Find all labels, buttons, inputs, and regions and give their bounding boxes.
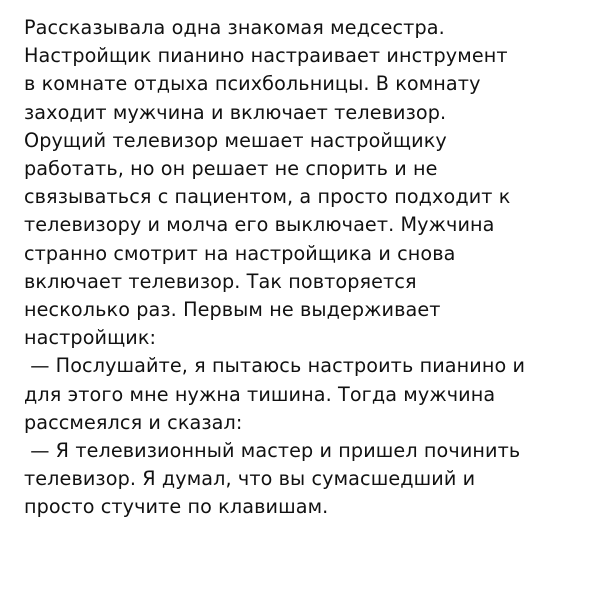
story-line: работать, но он решает не спорить и не — [24, 157, 438, 181]
story-line: включает телевизор. Так повторяется — [24, 269, 417, 293]
story-line: — Я телевизионный мастер и пришел починить — [24, 439, 521, 463]
story-line: странно смотрит на настройщика и снова — [24, 241, 456, 265]
story-text-block — [24, 14, 578, 522]
story-line: Рассказывала одна знакомая медсестра. — [24, 16, 445, 39]
story-line: для этого мне нужна тишина. Тогда мужчина — [24, 382, 496, 406]
story-line: заходит мужчина и включает телевизор. — [24, 100, 447, 124]
story-line: Орущий телевизор мешает настройщику — [24, 128, 447, 152]
story-line: — Послушайте, я пытаюсь настроить пианино и — [24, 354, 526, 378]
story-line: настройщик: — [24, 326, 157, 350]
story-line: Настройщик пианино настраивает инструмент — [24, 44, 508, 68]
story-line: несколько раз. Первым не выдерживает — [24, 298, 441, 322]
story-line: в комнате отдыха психбольницы. В комнату — [24, 72, 481, 96]
story-line: связываться с пациентом, а просто подходит к — [24, 185, 511, 209]
story-line: телевизору и молча его выключает. Мужчина — [24, 213, 495, 237]
story-line: телевизор. Я думал, что вы сумасшедший и — [24, 467, 476, 491]
story-line: рассмеялся и сказал: — [24, 410, 243, 434]
story-line: просто стучите по клавишам. — [24, 495, 329, 519]
